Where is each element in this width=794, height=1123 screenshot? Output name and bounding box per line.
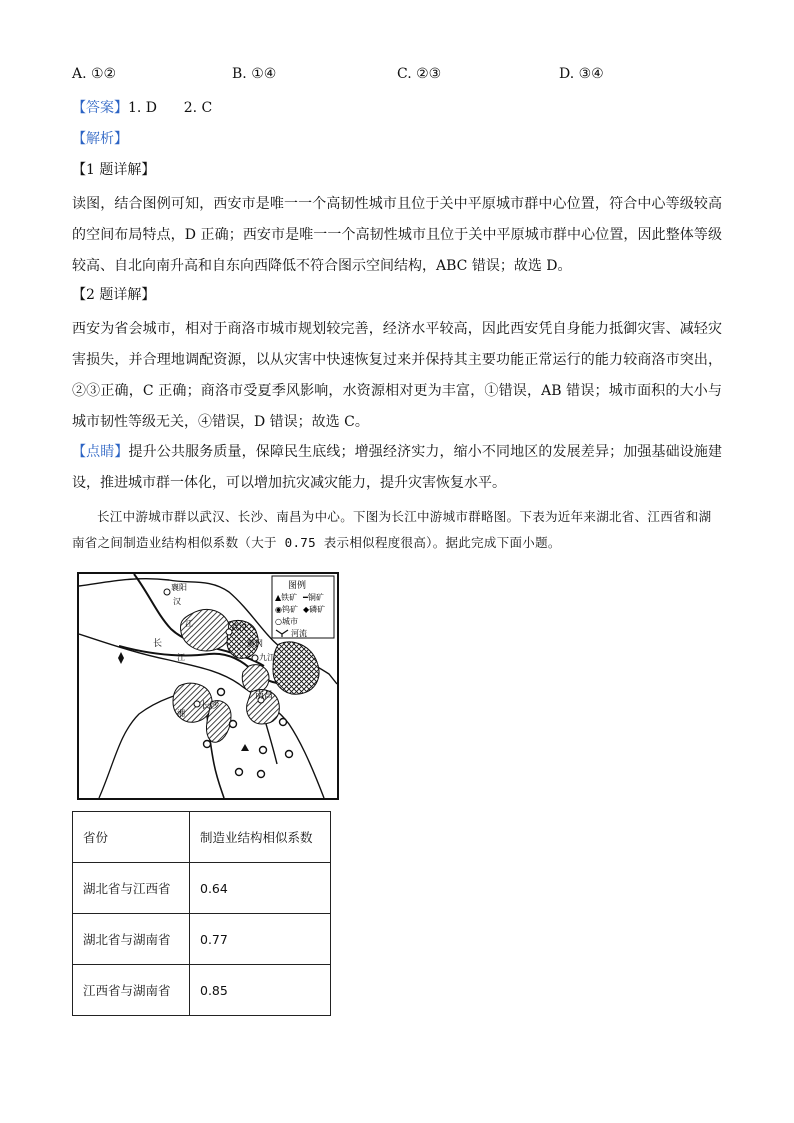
legend-item-tungsten: ◉钨矿 [275,605,298,614]
row-3-value: 0.85 [190,965,331,1016]
option-c: C. ②③ [397,66,442,82]
row-3-pair: 江西省与湖南省 [73,965,190,1016]
option-b: B. ①④ [232,66,277,82]
label-changsha: 长沙 [201,701,220,711]
label-huanggang: 黄冈 [247,639,263,648]
map-graphic [79,574,337,798]
row-2-value: 0.77 [190,914,331,965]
legend-item-phosphate: ◆磷矿 [303,605,326,614]
tungsten-mine-icon [218,689,225,696]
city-changsha-icon [194,701,200,707]
legend-item-river: 河流 [291,629,307,638]
legend-item-iron: ▲铁矿 [275,593,298,602]
tip-paragraph [72,437,722,499]
label-xiang: 湘 [177,709,185,718]
q1-body: 读图，结合图例可知，西安市是唯一一个高韧性城市且位于关中平原城市群中心位置，符合中心等级较高的空间布局特点，D 正确；西安市是唯一一个高韧性城市且位于关中平原城市群中心位置，因此整体等级较高、自北向南升高和自东向西降低不符合图示空间结构，ABC 错误；故选 D。 [72,196,722,274]
label-chang: 长 [153,639,163,649]
label-jiang-1: 江 [185,619,193,628]
row-1-value: 0.64 [190,863,331,914]
city-cluster-map [77,572,339,800]
label-nanchang: 南昌 [255,691,274,701]
q2-heading: 【2 题详解】 [72,287,156,303]
city-jiujiang-icon [252,655,258,661]
answer-options [72,66,732,88]
label-jiang-2: 江 [177,653,185,662]
answer-text: 1. D 2. C [128,100,213,116]
table-row [73,914,331,965]
answer-line [72,98,212,118]
question-intro: 长江中游城市群以武汉、长沙、南昌为中心。下图为长江中游城市群略图。下表为近年来湖北省、江西省和湖南省之间制造业结构相似系数（大于 0.75 表示相似程度很高）。据此完成下面小题。 [72,509,712,550]
q1-heading: 【1 题详解】 [72,162,156,178]
q2-body: 西安为省会城市，相对于商洛市城市规划较完善，经济水平较高，因此西安凭自身能力抵御灾害、减轻灾害损失，并合理地调配资源，以从灾害中快速恢复过来并保持其主要功能正常运行的能力较商洛市突出，②③正确，C 正确；商洛市受夏季风影响，水资源相对更为丰富，①错误，AB 错误；城市面积的大小与城市韧性等级无关，④错误，D 错误；故选 C。 [72,321,722,430]
tungsten-mine-icon [280,719,287,726]
phosphate-mine-icon [118,652,124,664]
legend-title: 图例 [288,581,307,591]
river-yangtze [119,646,299,686]
label-han: 汉 [173,597,181,606]
answer-label: 【答案】 [72,100,128,116]
header-coefficient: 制造业结构相似系数 [190,812,331,863]
region-jiujiang [242,665,269,693]
region-wuhan-hatched [180,609,230,650]
tungsten-mine-icon [286,751,293,758]
tip-label: 【点睛】 [72,444,129,460]
legend-item-copper: ━铜矿 [303,593,324,602]
label-xiangyang: 襄阳 [171,583,187,592]
option-a: A. ①② [72,66,117,82]
region-jiangxi-north [273,642,319,694]
table-row [73,863,331,914]
tungsten-mine-icon [236,769,243,776]
legend-item-city: ○城市 [275,617,298,626]
tungsten-mine-icon [230,721,237,728]
tungsten-mine-icon [204,741,211,748]
label-wuhan: 武汉 [231,623,247,632]
header-province: 省份 [73,812,190,863]
similarity-table [72,811,331,1016]
analysis-label: 【解析】 [72,131,128,147]
row-1-pair: 湖北省与江西省 [73,863,190,914]
table-row [73,965,331,1016]
iron-mine-icon [241,744,249,751]
tungsten-mine-icon [258,771,265,778]
city-xiangyang-icon [164,589,170,595]
row-2-pair: 湖北省与湖南省 [73,914,190,965]
option-d: D. ③④ [559,66,604,82]
table-header-row [73,812,331,863]
tip-body: 提升公共服务质量，保障民生底线；增强经济实力，缩小不同地区的发展差异；加强基础设施建设，推进城市群一体化，可以增加抗灾减灾能力，提升灾害恢复水平。 [72,444,723,491]
tungsten-mine-icon [260,747,267,754]
label-jiujiang: 九江 [259,653,275,662]
